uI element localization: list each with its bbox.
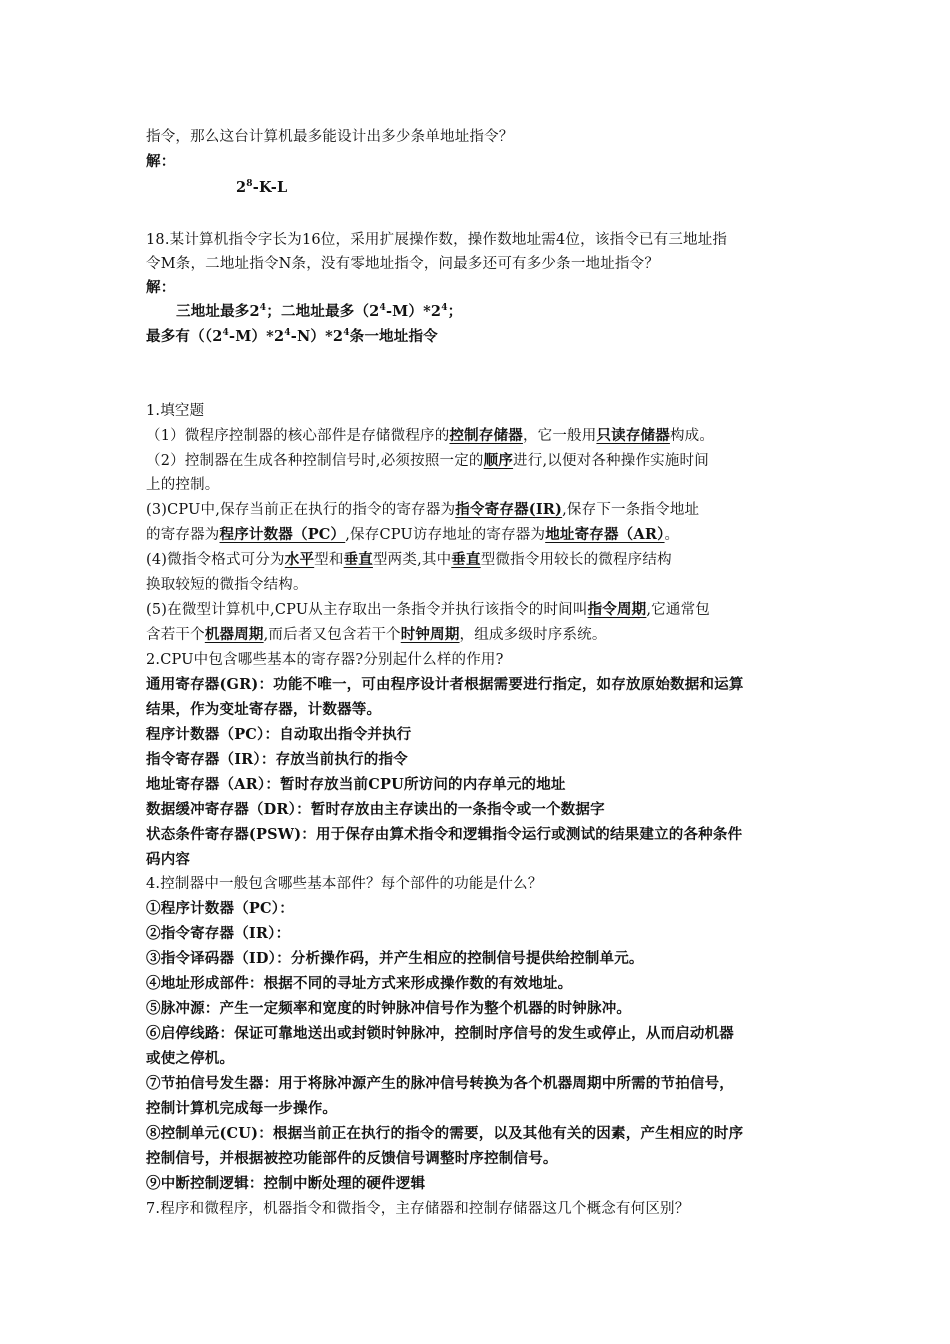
q17-answer: $2^8-K-L$	[236, 179, 288, 196]
fill-item-4-cont: 换取较短的微指令结构。	[146, 577, 308, 593]
fill-answer: 地址寄存器（AR）	[545, 526, 665, 543]
q2-answer-line: 数据缓冲寄存器（DR）：暂时存放由主存读出的一条指令或一个数据字	[146, 801, 605, 818]
q4-answer-line: 控制信号，并根据被控功能部件的反馈信号调整时序控制信号。	[146, 1150, 558, 1167]
fill-item-4: (4)微指令格式可分为水平型和垂直型两类,其中垂直型微指令用较长的微程序结构	[146, 551, 672, 568]
q4-title: 4.控制器中一般包含哪些基本部件？每个部件的功能是什么？	[146, 876, 543, 892]
fill-item-1: （1）微程序控制器的核心部件是存储微程序的控制存储器，它一般用只读存储器构成。	[146, 427, 715, 444]
q2-answer-line: 码内容	[146, 851, 191, 868]
fill-answer: 水平	[284, 551, 315, 568]
q4-answer-line: 控制计算机完成每一步操作。	[146, 1100, 338, 1117]
q18-question-line-2: 令M条，二地址指令N条，没有零地址指令，问最多还可有多少条一地址指令？	[146, 256, 660, 272]
q4-answer-line: ⑨中断控制逻辑：控制中断处理的硬件逻辑	[146, 1175, 426, 1192]
q17-question-line: 指令，那么这台计算机最多能设计出多少条单地址指令？	[146, 129, 514, 145]
fill-answer: 只读存储器	[596, 427, 670, 444]
fill-answer: 指令周期	[587, 601, 647, 618]
fill-answer: 垂直	[343, 551, 373, 568]
q4-answer-line: ④地址形成部件：根据不同的寻址方式来形成操作数的有效地址。	[146, 975, 573, 992]
q4-answer-line: ⑦节拍信号发生器：用于将脉冲源产生的脉冲信号转换为各个机器周期中所需的节拍信号，	[146, 1075, 734, 1092]
q18-answer-line-2: 最多有$((2^4-M)*2^4-N)*2^4$条一地址指令	[146, 328, 438, 345]
q2-answer-line: 结果，作为变址寄存器，计数器等。	[146, 701, 382, 718]
fill-answer: 控制存储器	[449, 427, 523, 444]
fill-item-5-cont: 含若干个机器周期,而后者又包含若干个时钟周期，组成多级时序系统。	[146, 626, 607, 643]
fill-answer: 顺序	[483, 452, 514, 469]
q18-solution-label: 解：	[146, 279, 176, 296]
fill-item-3-cont: 的寄存器为程序计数器（PC）,保存CPU访存地址的寄存器为地址寄存器（AR）。	[146, 526, 680, 543]
q2-answer-line: 状态条件寄存器(PSW)：用于保存由算术指令和逻辑指令运行或测试的结果建立的各种条件	[146, 826, 743, 843]
q7-title: 7.程序和微程序，机器指令和微指令，主存储器和控制存储器这几个概念有何区别？	[146, 1201, 690, 1217]
fill-answer: 指令寄存器(IR)	[455, 501, 563, 518]
q2-answer-line: 地址寄存器（AR）：暂时存放当前CPU所访问的内存单元的地址	[146, 776, 566, 793]
fill-answer: 时钟周期	[400, 626, 460, 643]
q4-answer-line: ③指令译码器（ID）：分析操作码，并产生相应的控制信号提供给控制单元。	[146, 950, 644, 967]
q4-answer-line: ⑧控制单元(CU)：根据当前正在执行的指令的需要，以及其他有关的因素，产生相应的时序	[146, 1125, 744, 1142]
fill-item-2: （2）控制器在生成各种控制信号时,必须按照一定的顺序进行,以便对各种操作实施时间	[146, 452, 709, 469]
fill-answer: 垂直	[451, 551, 481, 568]
fill-section-title: 1.填空题	[146, 403, 205, 419]
fill-answer: 程序计数器（PC）	[219, 526, 346, 543]
q17-solution-label: 解：	[146, 153, 176, 170]
q2-answer-line: 通用寄存器(GR)：功能不唯一，可由程序设计者根据需要进行指定，如存放原始数据和运算	[146, 676, 744, 693]
fill-item-5: (5)在微型计算机中,CPU从主存取出一条指令并执行该指令的时间叫指令周期,它通常包	[146, 601, 710, 618]
q18-answer-line-1: 三地址最多$2^4$；二地址最多$(2^4-M)*2^4$；	[176, 303, 463, 320]
q2-title: 2.CPU中包含哪些基本的寄存器?分别起什么样的作用?	[146, 652, 504, 668]
q2-answer-line: 程序计数器（PC）：自动取出指令并执行	[146, 726, 412, 743]
fill-item-3: (3)CPU中,保存当前正在执行的指令的寄存器为指令寄存器(IR),保存下一条指令地址	[146, 501, 700, 518]
fill-answer: 机器周期	[204, 626, 264, 643]
fill-item-2-cont: 上的控制。	[146, 477, 220, 493]
q4-answer-line: ②指令寄存器（IR）：	[146, 925, 291, 942]
q4-answer-line: ①程序计数器（PC）：	[146, 900, 294, 917]
q2-answer-line: 指令寄存器（IR）：存放当前执行的指令	[146, 751, 408, 768]
q18-question-line-1: 18.某计算机指令字长为16位，采用扩展操作数，操作数地址需4位，该指令已有三地址指	[146, 232, 728, 248]
q4-answer-line: ⑤脉冲源：产生一定频率和宽度的时钟脉冲信号作为整个机器的时钟脉冲。	[146, 1000, 632, 1017]
q4-answer-line: 或使之停机。	[146, 1050, 235, 1067]
q4-answer-line: ⑥启停线路：保证可靠地送出或封锁时钟脉冲，控制时序信号的发生或停止，从而启动机器	[146, 1025, 734, 1042]
